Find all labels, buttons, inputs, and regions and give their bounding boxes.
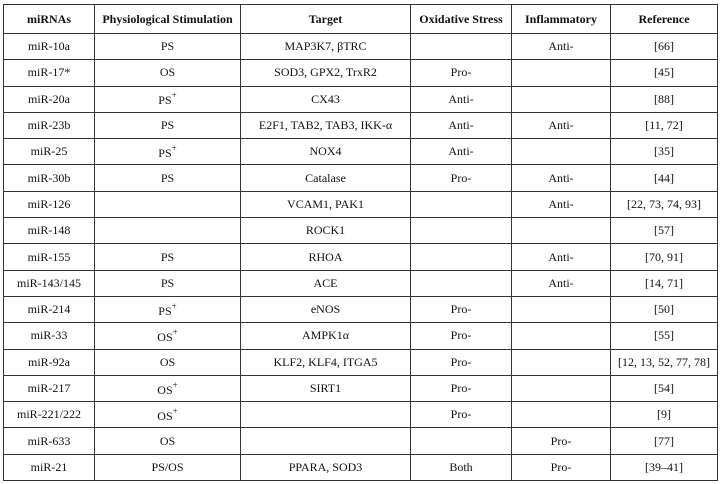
cell-reference: [14, 71] <box>611 270 718 296</box>
cell-oxidative-stress: Anti- <box>411 112 512 138</box>
cell-mirna: miR-30b <box>4 165 95 191</box>
table-row <box>4 139 718 165</box>
cell-stimulation: PS <box>95 270 241 296</box>
cell-reference: [88] <box>611 86 718 112</box>
cell-reference: [55] <box>611 323 718 349</box>
stimulation-value: PS <box>158 93 172 108</box>
stimulation-value: PS <box>158 303 172 318</box>
cell-inflammatory: Anti- <box>512 165 611 191</box>
cell-stimulation <box>95 375 241 401</box>
mirna-table <box>3 4 718 481</box>
table-row <box>4 218 718 244</box>
mirna-table-container <box>3 4 718 481</box>
cell-target: MAP3K7, βTRC <box>241 34 411 60</box>
stimulation-superscript: + <box>172 326 178 337</box>
cell-stimulation <box>95 323 241 349</box>
cell-stimulation: PS <box>95 244 241 270</box>
cell-target: Catalase <box>241 165 411 191</box>
cell-oxidative-stress: Pro- <box>411 60 512 86</box>
cell-oxidative-stress: Pro- <box>411 375 512 401</box>
stimulation-value: OS <box>157 382 173 397</box>
cell-reference: [39–41] <box>611 454 718 480</box>
cell-mirna: miR-143/145 <box>4 270 95 296</box>
cell-inflammatory: Anti- <box>512 191 611 217</box>
table-row <box>4 428 718 454</box>
cell-inflammatory <box>512 296 611 322</box>
cell-stimulation: PS <box>95 165 241 191</box>
cell-reference: [50] <box>611 296 718 322</box>
stimulation-superscript: + <box>171 142 177 153</box>
cell-reference: [12, 13, 52, 77, 78] <box>611 349 718 375</box>
cell-stimulation <box>95 296 241 322</box>
cell-mirna: miR-20a <box>4 86 95 112</box>
stimulation-superscript: + <box>171 90 177 101</box>
cell-inflammatory <box>512 375 611 401</box>
header-mirnas: miRNAs <box>4 5 95 34</box>
cell-oxidative-stress: Pro- <box>411 165 512 191</box>
cell-inflammatory: Anti- <box>512 34 611 60</box>
cell-oxidative-stress <box>411 270 512 296</box>
table-row <box>4 270 718 296</box>
cell-stimulation: OS <box>95 349 241 375</box>
header-oxidative-stress: Oxidative Stress <box>411 5 512 34</box>
header-row <box>4 5 718 34</box>
cell-mirna: miR-126 <box>4 191 95 217</box>
cell-inflammatory: Pro- <box>512 454 611 480</box>
cell-target: AMPK1α <box>241 323 411 349</box>
cell-target: PPARA, SOD3 <box>241 454 411 480</box>
cell-mirna: miR-92a <box>4 349 95 375</box>
cell-inflammatory <box>512 60 611 86</box>
table-row <box>4 454 718 480</box>
cell-reference: [9] <box>611 402 718 428</box>
table-row <box>4 296 718 322</box>
cell-target: SIRT1 <box>241 375 411 401</box>
cell-inflammatory <box>512 139 611 165</box>
cell-target: KLF2, KLF4, ITGA5 <box>241 349 411 375</box>
cell-target <box>241 428 411 454</box>
cell-oxidative-stress: Pro- <box>411 349 512 375</box>
cell-reference: [57] <box>611 218 718 244</box>
header-physiological-stimulation: Physiological Stimulation <box>95 5 241 34</box>
stimulation-value: OS <box>157 408 173 423</box>
header-reference: Reference <box>611 5 718 34</box>
cell-stimulation <box>95 191 241 217</box>
table-row <box>4 112 718 138</box>
cell-mirna: miR-217 <box>4 375 95 401</box>
cell-reference: [22, 73, 74, 93] <box>611 191 718 217</box>
cell-oxidative-stress: Pro- <box>411 323 512 349</box>
cell-stimulation: OS <box>95 60 241 86</box>
cell-stimulation: PS/OS <box>95 454 241 480</box>
cell-mirna: miR-155 <box>4 244 95 270</box>
stimulation-superscript: + <box>172 405 178 416</box>
cell-stimulation <box>95 402 241 428</box>
table-row <box>4 349 718 375</box>
cell-stimulation <box>95 86 241 112</box>
cell-oxidative-stress <box>411 191 512 217</box>
cell-mirna: miR-633 <box>4 428 95 454</box>
cell-target: SOD3, GPX2, TrxR2 <box>241 60 411 86</box>
cell-target: ACE <box>241 270 411 296</box>
cell-oxidative-stress: Pro- <box>411 296 512 322</box>
cell-oxidative-stress: Pro- <box>411 402 512 428</box>
table-row <box>4 375 718 401</box>
cell-inflammatory <box>512 86 611 112</box>
cell-mirna: miR-33 <box>4 323 95 349</box>
table-row <box>4 402 718 428</box>
cell-reference: [11, 72] <box>611 112 718 138</box>
cell-stimulation: OS <box>95 428 241 454</box>
cell-mirna: miR-10a <box>4 34 95 60</box>
cell-inflammatory: Anti- <box>512 270 611 296</box>
stimulation-value: PS <box>158 145 172 160</box>
stimulation-value: OS <box>157 329 173 344</box>
table-row <box>4 34 718 60</box>
header-target: Target <box>241 5 411 34</box>
cell-oxidative-stress <box>411 34 512 60</box>
table-row <box>4 323 718 349</box>
cell-mirna: miR-17* <box>4 60 95 86</box>
cell-reference: [35] <box>611 139 718 165</box>
cell-target: eNOS <box>241 296 411 322</box>
header-inflammatory: Inflammatory <box>512 5 611 34</box>
table-body <box>4 34 718 481</box>
cell-oxidative-stress <box>411 218 512 244</box>
cell-target: ROCK1 <box>241 218 411 244</box>
table-row <box>4 244 718 270</box>
stimulation-superscript: + <box>172 379 178 390</box>
cell-inflammatory: Pro- <box>512 428 611 454</box>
table-row <box>4 191 718 217</box>
cell-oxidative-stress <box>411 428 512 454</box>
cell-oxidative-stress <box>411 244 512 270</box>
cell-target: RHOA <box>241 244 411 270</box>
cell-stimulation <box>95 139 241 165</box>
table-row <box>4 165 718 191</box>
cell-reference: [45] <box>611 60 718 86</box>
cell-inflammatory <box>512 323 611 349</box>
cell-reference: [66] <box>611 34 718 60</box>
cell-inflammatory <box>512 402 611 428</box>
cell-oxidative-stress: Both <box>411 454 512 480</box>
cell-mirna: miR-221/222 <box>4 402 95 428</box>
cell-stimulation <box>95 218 241 244</box>
table-row <box>4 60 718 86</box>
cell-mirna: miR-148 <box>4 218 95 244</box>
cell-mirna: miR-23b <box>4 112 95 138</box>
table-row <box>4 86 718 112</box>
cell-oxidative-stress: Anti- <box>411 86 512 112</box>
cell-inflammatory <box>512 349 611 375</box>
stimulation-superscript: + <box>171 300 177 311</box>
cell-target: NOX4 <box>241 139 411 165</box>
cell-reference: [77] <box>611 428 718 454</box>
cell-inflammatory <box>512 218 611 244</box>
cell-target: VCAM1, PAK1 <box>241 191 411 217</box>
cell-mirna: miR-214 <box>4 296 95 322</box>
cell-reference: [70, 91] <box>611 244 718 270</box>
cell-target: CX43 <box>241 86 411 112</box>
cell-stimulation: PS <box>95 34 241 60</box>
cell-target: E2F1, TAB2, TAB3, IKK-α <box>241 112 411 138</box>
cell-reference: [44] <box>611 165 718 191</box>
cell-stimulation: PS <box>95 112 241 138</box>
cell-oxidative-stress: Anti- <box>411 139 512 165</box>
cell-reference: [54] <box>611 375 718 401</box>
cell-mirna: miR-25 <box>4 139 95 165</box>
cell-inflammatory: Anti- <box>512 244 611 270</box>
cell-inflammatory: Anti- <box>512 112 611 138</box>
cell-mirna: miR-21 <box>4 454 95 480</box>
cell-target <box>241 402 411 428</box>
table-header <box>4 5 718 34</box>
